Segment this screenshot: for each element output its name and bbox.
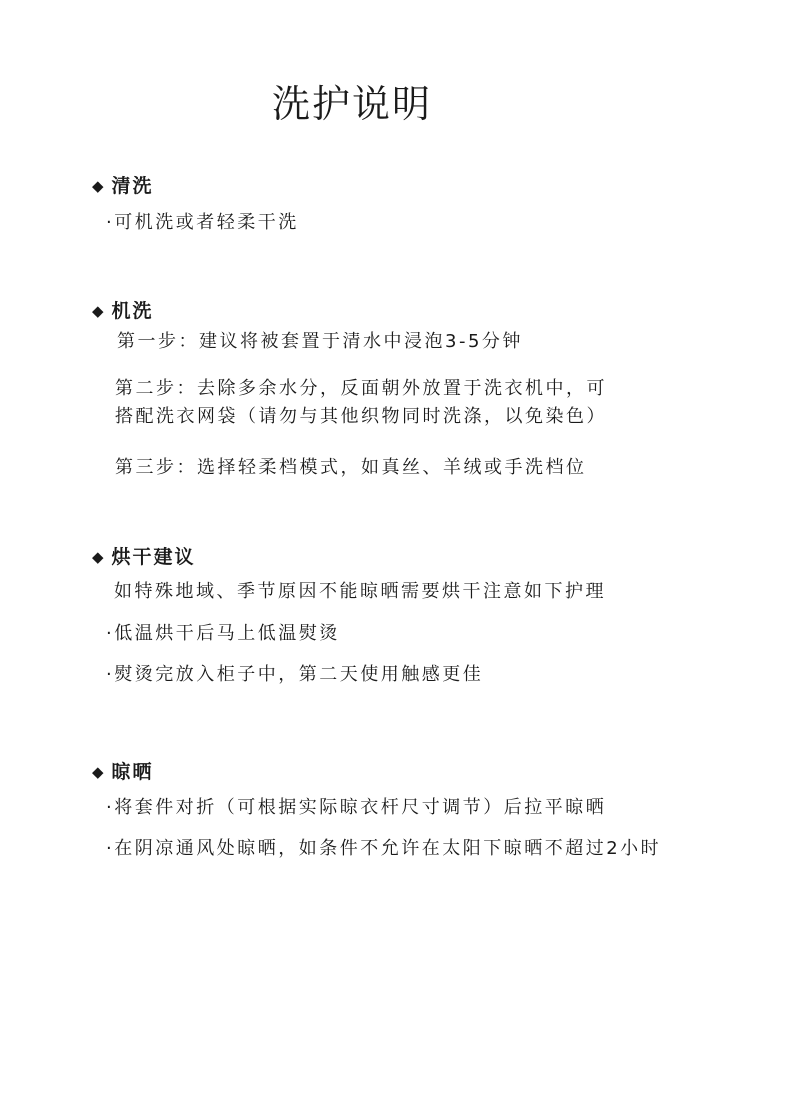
- instruction-line: ·将套件对折（可根据实际晾衣杆尺寸调节）后拉平晾晒: [106, 797, 607, 818]
- instruction-line: 第三步：选择轻柔档模式，如真丝、羊绒或手洗档位: [115, 457, 587, 478]
- instruction-line: ·在阴凉通风处晾晒，如条件不允许在太阳下晾晒不超过2小时: [106, 838, 662, 859]
- section-heading-label: 清洗: [111, 175, 154, 197]
- instruction-line: 如特殊地域、季节原因不能晾晒需要烘干注意如下护理: [114, 581, 606, 602]
- instruction-line: 搭配洗衣网袋（请勿与其他织物同时洗涤，以免染色）: [115, 406, 607, 427]
- diamond-bullet-icon: ◆: [92, 548, 106, 566]
- section-heading-label: 烘干建议: [111, 546, 196, 568]
- section-heading-machine-wash: [92, 298, 154, 324]
- instruction-line: 第二步：去除多余水分，反面朝外放置于洗衣机中，可: [115, 378, 607, 399]
- section-heading-label: 晾晒: [111, 761, 154, 783]
- diamond-bullet-icon: ◆: [92, 302, 106, 320]
- section-heading-drying: [92, 544, 196, 570]
- instruction-line: ·熨烫完放入柜子中，第二天使用触感更佳: [106, 664, 484, 685]
- page-title: 洗护说明: [272, 82, 433, 126]
- section-heading-cleaning: [92, 173, 154, 199]
- section-heading-label: 机洗: [111, 300, 154, 322]
- instruction-line: ·可机洗或者轻柔干洗: [106, 212, 299, 233]
- diamond-bullet-icon: ◆: [92, 763, 106, 781]
- diamond-bullet-icon: ◆: [92, 177, 106, 195]
- instruction-line: 第一步：建议将被套置于清水中浸泡3-5分钟: [117, 331, 523, 352]
- instruction-line: ·低温烘干后马上低温熨烫: [106, 623, 340, 644]
- section-heading-air-dry: [92, 759, 154, 785]
